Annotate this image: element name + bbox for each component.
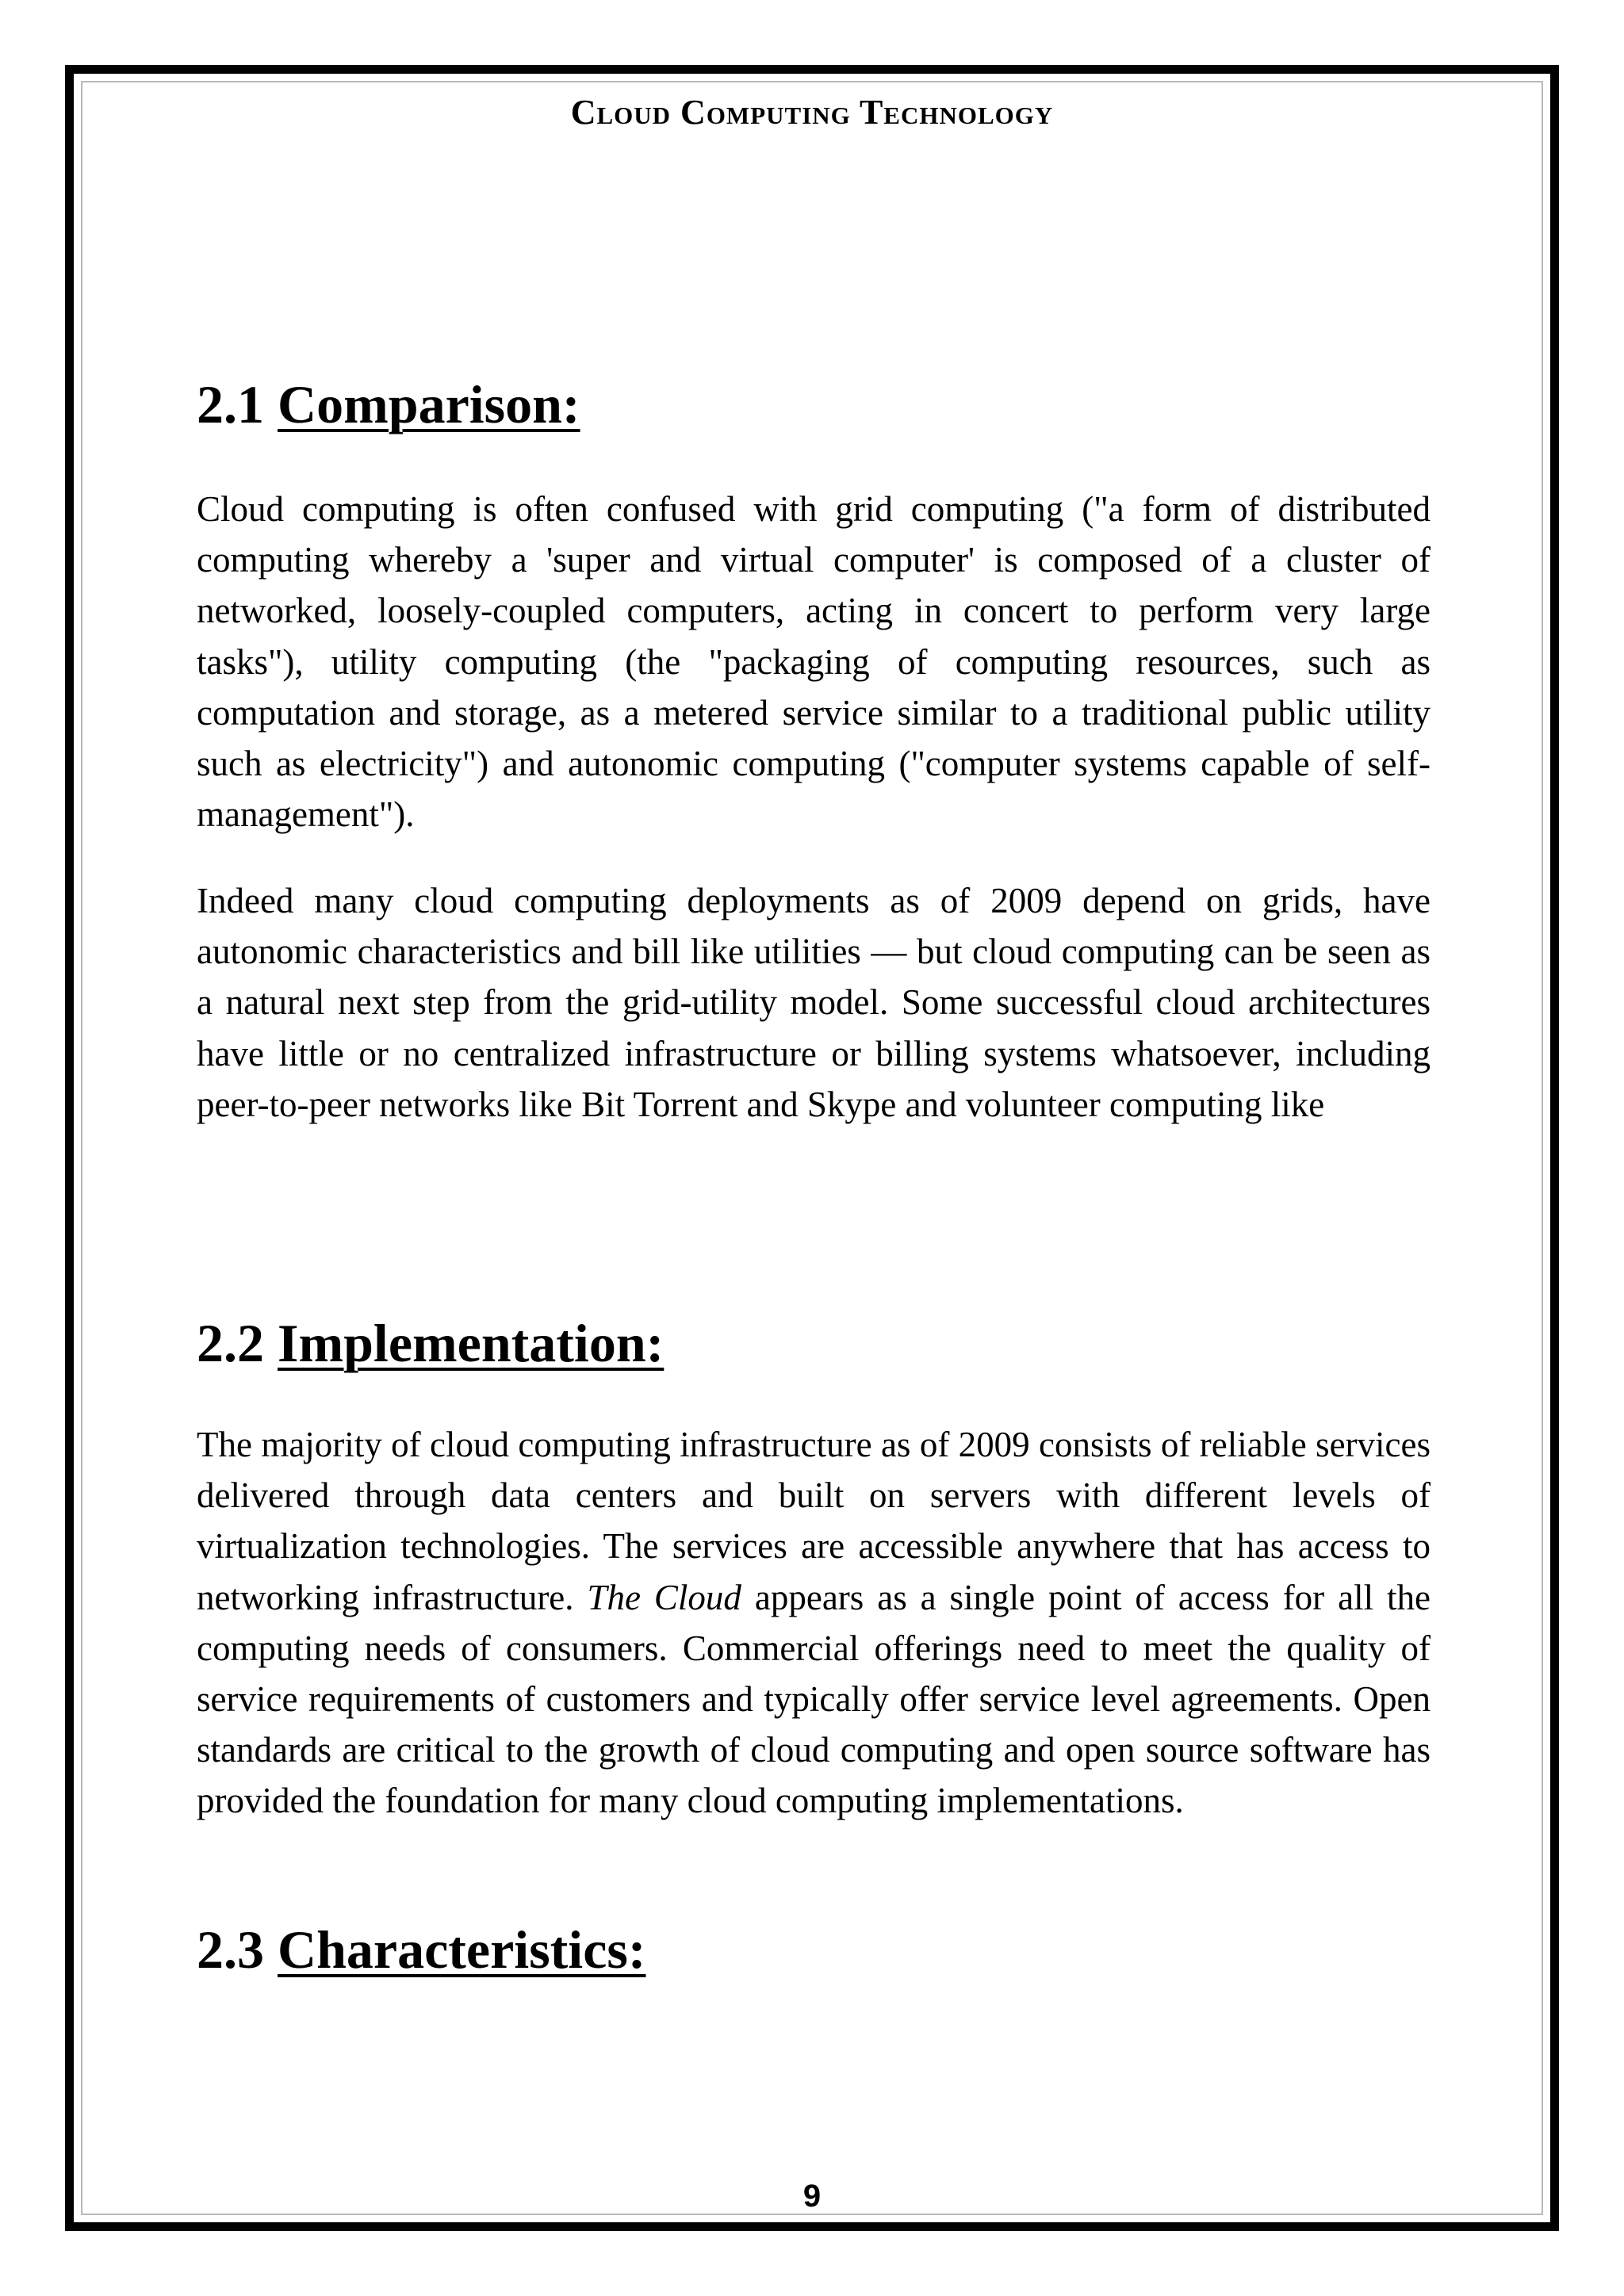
section-title: Comparison:: [278, 374, 580, 434]
page-number: 9: [802, 2179, 822, 2214]
section-heading-characteristics: [197, 1919, 646, 1980]
paragraph-implementation-italic: The Cloud: [587, 1577, 741, 1617]
section-number: 2.2: [197, 1313, 264, 1373]
paragraph-implementation-part-2: appears as a single point of access for all the computing needs of consumers. Commercial offerings need to meet the quality of service requirements of customers and typically offer service level agreements. Open standards are critical to the growth of cloud computing and open source software has provided the foundation for many cloud computing implementations.: [197, 1577, 1431, 1821]
section-title: Implementation:: [278, 1313, 665, 1373]
section-heading-implementation: [197, 1313, 665, 1373]
paragraph-implementation-part-1: The majority of cloud computing infrastructure as of 2009 consists of reliable services delivered through data centers and built on servers with different levels of virtualization technologies. The services are accessible anywhere that has access to networking infrastructure.: [197, 1425, 1431, 1617]
paragraph-comparison-2: Indeed many cloud computing deployments as of 2009 depend on grids, have autonomic characteristics and bill like utilities — but cloud computing can be seen as a natural next step from the grid-utility model. Some successful cloud architectures have little or no centralized infrastructure or billing systems whatsoever, including peer-to-peer networks like Bit Torrent and Skype and volunteer computing like: [197, 881, 1431, 1124]
paragraph-comparison-1: Cloud computing is often confused with grid computing ("a form of distributed computing whereby a 'super and virtual computer' is composed of a cluster of networked, loosely-coupled computers, acting in concert to perform very large tasks"), utility computing (the "packaging of computing resources, such as computation and storage, as a metered service similar to a traditional public utility such as electricity") and autonomic computing ("computer systems capable of self-management").: [197, 489, 1431, 835]
running-header: Cloud Computing Technology: [570, 93, 1054, 132]
section-title: Characteristics:: [278, 1919, 646, 1980]
section-heading-comparison: [197, 374, 580, 434]
section-number: 2.3: [197, 1919, 264, 1980]
paragraph-implementation: [197, 1419, 1431, 1827]
section-number: 2.1: [197, 374, 264, 434]
